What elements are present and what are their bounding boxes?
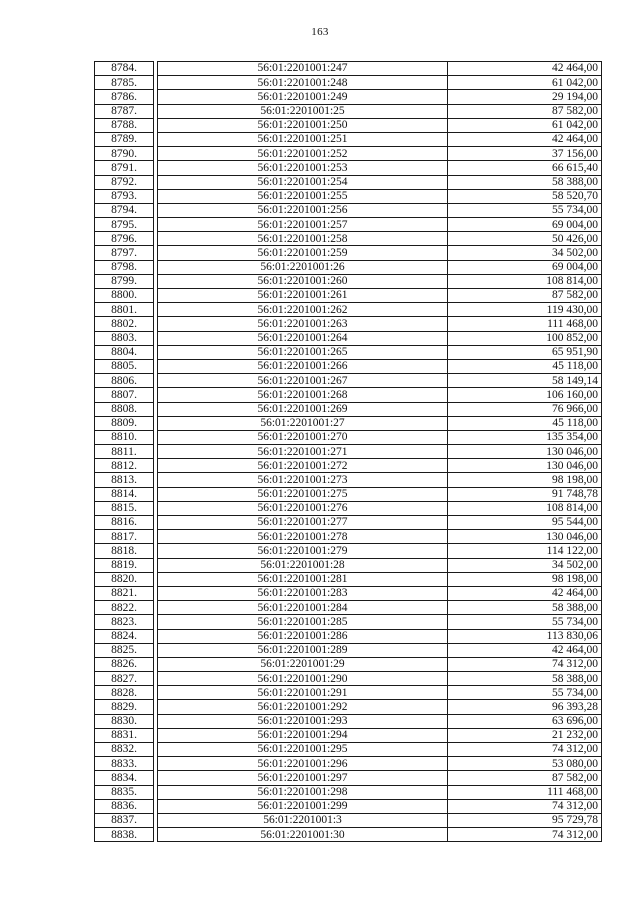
row-number-cell: 8791. [95, 161, 154, 175]
table-body [95, 62, 602, 842]
cadastral-value-cell: 42 464,00 [448, 643, 602, 657]
row-number-cell: 8811. [95, 445, 154, 459]
cadastral-value-cell: 66 615,40 [448, 161, 602, 175]
cadastral-number-cell: 56:01:2201001:262 [158, 303, 448, 317]
cadastral-value-cell: 108 814,00 [448, 274, 602, 288]
cadastral-number-cell: 56:01:2201001:250 [158, 118, 448, 132]
cadastral-number-cell: 56:01:2201001:27 [158, 416, 448, 430]
cadastral-value-cell: 87 582,00 [448, 104, 602, 118]
cadastral-number-cell: 56:01:2201001:294 [158, 728, 448, 742]
row-number-cell: 8823. [95, 615, 154, 629]
cadastral-value-cell: 34 502,00 [448, 558, 602, 572]
table-row [95, 558, 602, 572]
table-row [95, 104, 602, 118]
cadastral-value-cell: 45 118,00 [448, 416, 602, 430]
cadastral-number-cell: 56:01:2201001:290 [158, 672, 448, 686]
table-row [95, 757, 602, 771]
table-row [95, 289, 602, 303]
cadastral-value-cell: 95 544,00 [448, 516, 602, 530]
row-number-cell: 8832. [95, 743, 154, 757]
row-number-cell: 8826. [95, 657, 154, 671]
table-row [95, 161, 602, 175]
row-number-cell: 8785. [95, 76, 154, 90]
cadastral-number-cell: 56:01:2201001:267 [158, 374, 448, 388]
row-number-cell: 8809. [95, 416, 154, 430]
cadastral-value-cell: 50 426,00 [448, 232, 602, 246]
cadastral-value-cell: 45 118,00 [448, 359, 602, 373]
cadastral-number-cell: 56:01:2201001:284 [158, 601, 448, 615]
table-row [95, 672, 602, 686]
cadastral-value-cell: 58 520,70 [448, 189, 602, 203]
cadastral-value-cell: 55 734,00 [448, 615, 602, 629]
cadastral-number-cell: 56:01:2201001:264 [158, 331, 448, 345]
cadastral-number-cell: 56:01:2201001:277 [158, 516, 448, 530]
cadastral-value-cell: 42 464,00 [448, 62, 602, 76]
row-number-cell: 8810. [95, 430, 154, 444]
table-row [95, 303, 602, 317]
cadastral-number-cell: 56:01:2201001:254 [158, 175, 448, 189]
cadastral-number-cell: 56:01:2201001:272 [158, 459, 448, 473]
cadastral-value-cell: 119 430,00 [448, 303, 602, 317]
row-number-cell: 8796. [95, 232, 154, 246]
cadastral-value-cell: 58 388,00 [448, 175, 602, 189]
cadastral-number-cell: 56:01:2201001:296 [158, 757, 448, 771]
table-row [95, 402, 602, 416]
cadastral-value-cell: 61 042,00 [448, 118, 602, 132]
table-row [95, 643, 602, 657]
table-row [95, 62, 602, 76]
cadastral-value-cell: 42 464,00 [448, 586, 602, 600]
cadastral-value-cell: 21 232,00 [448, 728, 602, 742]
cadastral-value-cell: 76 966,00 [448, 402, 602, 416]
cadastral-number-cell: 56:01:2201001:269 [158, 402, 448, 416]
row-number-cell: 8814. [95, 487, 154, 501]
cadastral-value-cell: 98 198,00 [448, 572, 602, 586]
table-row [95, 218, 602, 232]
table-row [95, 246, 602, 260]
table-row [95, 90, 602, 104]
cadastral-value-cell: 100 852,00 [448, 331, 602, 345]
cadastral-number-cell: 56:01:2201001:258 [158, 232, 448, 246]
table-row [95, 615, 602, 629]
row-number-cell: 8820. [95, 572, 154, 586]
cadastral-number-cell: 56:01:2201001:25 [158, 104, 448, 118]
cadastral-number-cell: 56:01:2201001:281 [158, 572, 448, 586]
row-number-cell: 8805. [95, 359, 154, 373]
cadastral-value-cell: 63 696,00 [448, 714, 602, 728]
row-number-cell: 8788. [95, 118, 154, 132]
table-row [95, 586, 602, 600]
cadastral-value-cell: 87 582,00 [448, 771, 602, 785]
cadastral-number-cell: 56:01:2201001:29 [158, 657, 448, 671]
table-row [95, 828, 602, 842]
cadastral-value-cell: 58 388,00 [448, 601, 602, 615]
cadastral-value-cell: 37 156,00 [448, 147, 602, 161]
cadastral-number-cell: 56:01:2201001:293 [158, 714, 448, 728]
table-row [95, 317, 602, 331]
cadastral-value-cell: 74 312,00 [448, 743, 602, 757]
cadastral-number-cell: 56:01:2201001:292 [158, 700, 448, 714]
cadastral-value-cell: 58 149,14 [448, 374, 602, 388]
table-row [95, 686, 602, 700]
row-number-cell: 8786. [95, 90, 154, 104]
cadastral-value-cell: 106 160,00 [448, 388, 602, 402]
cadastral-value-cell: 58 388,00 [448, 672, 602, 686]
cadastral-number-cell: 56:01:2201001:286 [158, 629, 448, 643]
cadastral-value-cell: 96 393,28 [448, 700, 602, 714]
cadastral-number-cell: 56:01:2201001:28 [158, 558, 448, 572]
table-row [95, 274, 602, 288]
row-number-cell: 8821. [95, 586, 154, 600]
table-row [95, 629, 602, 643]
cadastral-value-cell: 29 194,00 [448, 90, 602, 104]
cadastral-number-cell: 56:01:2201001:260 [158, 274, 448, 288]
cadastral-value-cell: 130 046,00 [448, 459, 602, 473]
table-row [95, 76, 602, 90]
table-row [95, 530, 602, 544]
row-number-cell: 8789. [95, 132, 154, 146]
cadastral-value-cell: 55 734,00 [448, 686, 602, 700]
cadastral-number-cell: 56:01:2201001:26 [158, 260, 448, 274]
table-row [95, 657, 602, 671]
row-number-cell: 8824. [95, 629, 154, 643]
row-number-cell: 8833. [95, 757, 154, 771]
cadastral-value-cell: 91 748,78 [448, 487, 602, 501]
page-number: 163 [311, 26, 329, 38]
table-row [95, 700, 602, 714]
cadastral-number-cell: 56:01:2201001:297 [158, 771, 448, 785]
cadastral-value-cell: 74 312,00 [448, 828, 602, 842]
row-number-cell: 8795. [95, 218, 154, 232]
cadastral-number-cell: 56:01:2201001:255 [158, 189, 448, 203]
cadastral-value-cell: 69 004,00 [448, 260, 602, 274]
table-row [95, 743, 602, 757]
table-row [95, 487, 602, 501]
cadastral-value-cell: 130 046,00 [448, 445, 602, 459]
cadastral-number-cell: 56:01:2201001:278 [158, 530, 448, 544]
cadastral-value-cell: 130 046,00 [448, 530, 602, 544]
row-number-cell: 8835. [95, 785, 154, 799]
row-number-cell: 8812. [95, 459, 154, 473]
cadastral-number-cell: 56:01:2201001:276 [158, 501, 448, 515]
cadastral-number-cell: 56:01:2201001:257 [158, 218, 448, 232]
row-number-cell: 8787. [95, 104, 154, 118]
cadastral-number-cell: 56:01:2201001:279 [158, 544, 448, 558]
cadastral-value-cell: 108 814,00 [448, 501, 602, 515]
cadastral-value-cell: 53 080,00 [448, 757, 602, 771]
cadastral-value-cell: 95 729,78 [448, 813, 602, 827]
table-row [95, 430, 602, 444]
row-number-cell: 8819. [95, 558, 154, 572]
row-number-cell: 8830. [95, 714, 154, 728]
cadastral-number-cell: 56:01:2201001:283 [158, 586, 448, 600]
table-row [95, 785, 602, 799]
row-number-cell: 8813. [95, 473, 154, 487]
table-row [95, 813, 602, 827]
cadastral-value-cell: 111 468,00 [448, 785, 602, 799]
row-number-cell: 8797. [95, 246, 154, 260]
table-row [95, 331, 602, 345]
row-number-cell: 8804. [95, 345, 154, 359]
cadastral-value-cell: 114 122,00 [448, 544, 602, 558]
cadastral-value-cell: 69 004,00 [448, 218, 602, 232]
cadastral-value-cell: 98 198,00 [448, 473, 602, 487]
table-row [95, 189, 602, 203]
table-row [95, 118, 602, 132]
row-number-cell: 8815. [95, 501, 154, 515]
cadastral-number-cell: 56:01:2201001:247 [158, 62, 448, 76]
row-number-cell: 8808. [95, 402, 154, 416]
cadastral-number-cell: 56:01:2201001:271 [158, 445, 448, 459]
row-number-cell: 8803. [95, 331, 154, 345]
cadastral-number-cell: 56:01:2201001:270 [158, 430, 448, 444]
row-number-cell: 8827. [95, 672, 154, 686]
row-number-cell: 8793. [95, 189, 154, 203]
cadastral-number-cell: 56:01:2201001:266 [158, 359, 448, 373]
table-row [95, 345, 602, 359]
cadastral-value-cell: 87 582,00 [448, 289, 602, 303]
table-row [95, 799, 602, 813]
table-row [95, 445, 602, 459]
row-number-cell: 8800. [95, 289, 154, 303]
table-row [95, 459, 602, 473]
table-row [95, 771, 602, 785]
row-number-cell: 8794. [95, 203, 154, 217]
cadastral-number-cell: 56:01:2201001:285 [158, 615, 448, 629]
cadastral-number-cell: 56:01:2201001:259 [158, 246, 448, 260]
table-row [95, 473, 602, 487]
table-row [95, 501, 602, 515]
cadastral-number-cell: 56:01:2201001:251 [158, 132, 448, 146]
cadastral-value-cell: 42 464,00 [448, 132, 602, 146]
table-row [95, 572, 602, 586]
row-number-cell: 8784. [95, 62, 154, 76]
table-row [95, 260, 602, 274]
table-row [95, 203, 602, 217]
row-number-cell: 8792. [95, 175, 154, 189]
cadastral-number-cell: 56:01:2201001:3 [158, 813, 448, 827]
row-number-cell: 8799. [95, 274, 154, 288]
row-number-cell: 8829. [95, 700, 154, 714]
row-number-cell: 8816. [95, 516, 154, 530]
row-number-cell: 8818. [95, 544, 154, 558]
row-number-cell: 8837. [95, 813, 154, 827]
cadastral-number-cell: 56:01:2201001:265 [158, 345, 448, 359]
table-row [95, 232, 602, 246]
cadastral-number-cell: 56:01:2201001:273 [158, 473, 448, 487]
cadastral-number-cell: 56:01:2201001:289 [158, 643, 448, 657]
cadastral-value-cell: 65 951,90 [448, 345, 602, 359]
cadastral-number-cell: 56:01:2201001:261 [158, 289, 448, 303]
cadastral-number-cell: 56:01:2201001:249 [158, 90, 448, 104]
cadastral-value-cell: 34 502,00 [448, 246, 602, 260]
cadastral-number-cell: 56:01:2201001:248 [158, 76, 448, 90]
row-number-cell: 8836. [95, 799, 154, 813]
row-number-cell: 8801. [95, 303, 154, 317]
cadastral-number-cell: 56:01:2201001:253 [158, 161, 448, 175]
cadastral-number-cell: 56:01:2201001:295 [158, 743, 448, 757]
table-row [95, 728, 602, 742]
row-number-cell: 8807. [95, 388, 154, 402]
cadastral-number-cell: 56:01:2201001:299 [158, 799, 448, 813]
cadastral-number-cell: 56:01:2201001:275 [158, 487, 448, 501]
cadastral-value-cell: 61 042,00 [448, 76, 602, 90]
row-number-cell: 8834. [95, 771, 154, 785]
row-number-cell: 8825. [95, 643, 154, 657]
cadastral-number-cell: 56:01:2201001:268 [158, 388, 448, 402]
table-row [95, 714, 602, 728]
table-row [95, 175, 602, 189]
row-number-cell: 8838. [95, 828, 154, 842]
table-row [95, 388, 602, 402]
table-row [95, 516, 602, 530]
table-row [95, 132, 602, 146]
cadastral-value-cell: 74 312,00 [448, 657, 602, 671]
cadastral-number-cell: 56:01:2201001:298 [158, 785, 448, 799]
table-row [95, 359, 602, 373]
table-row [95, 374, 602, 388]
row-number-cell: 8798. [95, 260, 154, 274]
cadastral-number-cell: 56:01:2201001:263 [158, 317, 448, 331]
table-row [95, 147, 602, 161]
row-number-cell: 8831. [95, 728, 154, 742]
row-number-cell: 8817. [95, 530, 154, 544]
table-row [95, 601, 602, 615]
cadastral-value-table [94, 61, 602, 842]
cadastral-value-cell: 113 830,06 [448, 629, 602, 643]
cadastral-value-cell: 111 468,00 [448, 317, 602, 331]
cadastral-value-cell: 135 354,00 [448, 430, 602, 444]
cadastral-number-cell: 56:01:2201001:291 [158, 686, 448, 700]
row-number-cell: 8822. [95, 601, 154, 615]
table-row [95, 416, 602, 430]
cadastral-value-cell: 74 312,00 [448, 799, 602, 813]
row-number-cell: 8828. [95, 686, 154, 700]
row-number-cell: 8806. [95, 374, 154, 388]
cadastral-number-cell: 56:01:2201001:252 [158, 147, 448, 161]
cadastral-number-cell: 56:01:2201001:256 [158, 203, 448, 217]
table-row [95, 544, 602, 558]
row-number-cell: 8790. [95, 147, 154, 161]
cadastral-value-cell: 55 734,00 [448, 203, 602, 217]
row-number-cell: 8802. [95, 317, 154, 331]
cadastral-number-cell: 56:01:2201001:30 [158, 828, 448, 842]
